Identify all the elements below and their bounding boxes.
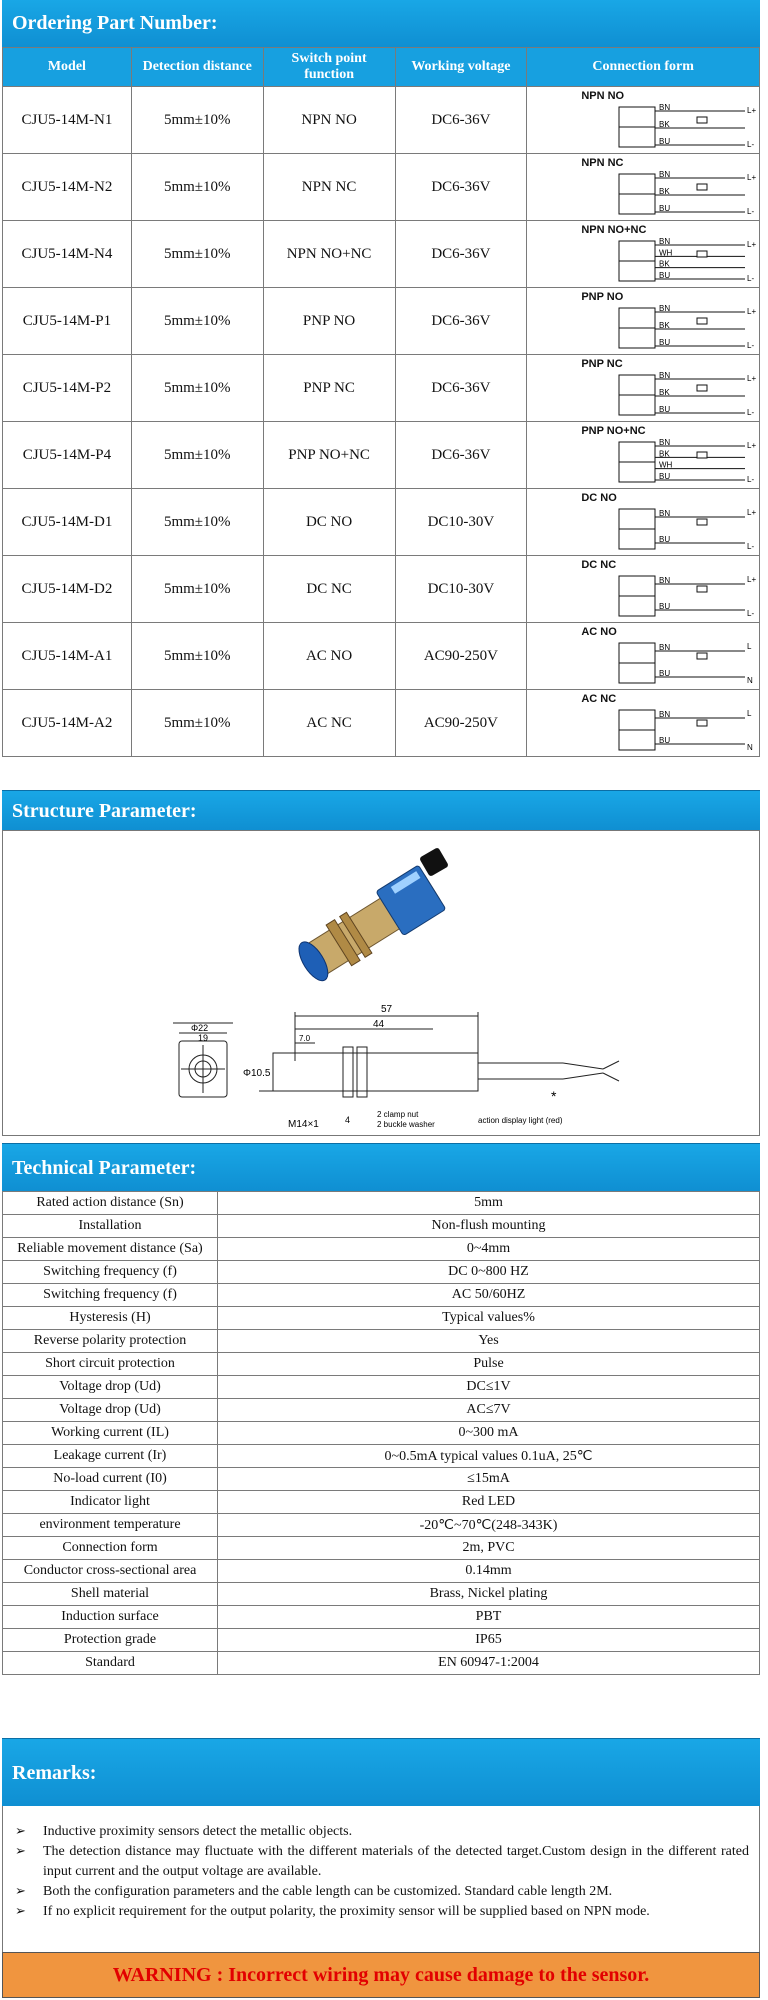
technical-row (3, 1192, 760, 1215)
distance-cell: 5mm±10% (131, 288, 263, 355)
technical-row (3, 1215, 760, 1238)
wiring-title: AC NO (581, 626, 617, 638)
terminal-label: L+ (747, 374, 757, 383)
distance-cell: 5mm±10% (131, 355, 263, 422)
model-cell: CJU5-14M-D2 (3, 556, 132, 623)
dim-flat: Φ22 (191, 1023, 209, 1033)
terminal-label: L+ (747, 441, 757, 450)
wire-label: BK (659, 187, 670, 196)
wiring-title: NPN NC (581, 157, 624, 169)
wire-label: BU (659, 271, 671, 280)
function-cell: AC NO (263, 623, 395, 690)
voltage-cell: DC6-36V (395, 87, 527, 154)
dim-body: 44 (373, 1019, 385, 1030)
voltage-cell: AC90-250V (395, 690, 527, 757)
header-connection-form: Connection form (527, 48, 760, 87)
side-view-drawing (259, 1012, 619, 1097)
technical-row (3, 1606, 760, 1629)
terminal-label: L- (747, 475, 755, 484)
wire-label: BK (659, 321, 670, 330)
ordering-title: Ordering Part Number: (12, 12, 218, 34)
parameter-value: Yes (218, 1330, 760, 1353)
remarks-banner (2, 1738, 760, 1806)
terminal-label: L- (747, 408, 755, 417)
header-detection-distance: Detection distance (131, 48, 263, 87)
terminal-label: L- (747, 609, 755, 618)
distance-cell: 5mm±10% (131, 690, 263, 757)
wiring-title: PNP NO (581, 291, 624, 303)
connection-cell (527, 690, 760, 757)
wire-label: BU (659, 535, 671, 544)
structure-banner (2, 790, 760, 830)
structure-title: Structure Parameter: (12, 800, 197, 822)
technical-row (3, 1514, 760, 1537)
wire-label: BK (659, 449, 670, 459)
technical-row (3, 1537, 760, 1560)
wiring-diagram (617, 170, 757, 218)
structure-frame (2, 830, 760, 1136)
ordering-table (2, 47, 760, 757)
parameter-value: 2m, PVC (218, 1537, 760, 1560)
parameter-value: 0.14mm (218, 1560, 760, 1583)
terminal-label: L- (747, 341, 755, 350)
wiring-diagram (617, 639, 757, 687)
dim-length: 57 (381, 1004, 393, 1015)
technical-row (3, 1261, 760, 1284)
connection-cell (527, 489, 760, 556)
parameter-name: Switching frequency (f) (3, 1261, 218, 1284)
header-switch-function: Switch point function (263, 48, 395, 87)
wire-label: BU (659, 405, 671, 414)
parameter-name: Induction surface (3, 1606, 218, 1629)
parameter-name: Voltage drop (Ud) (3, 1399, 218, 1422)
ordering-banner (2, 0, 760, 47)
terminal-label: L+ (747, 575, 757, 584)
parameter-value: DC 0~800 HZ (218, 1261, 760, 1284)
terminal-label: L+ (747, 307, 757, 316)
parameter-name: Rated action distance (Sn) (3, 1192, 218, 1215)
header-model: Model (3, 48, 132, 87)
technical-row (3, 1468, 760, 1491)
parameter-value: ≤15mA (218, 1468, 760, 1491)
wire-label: WH (659, 460, 673, 470)
wire-label: BN (659, 643, 671, 652)
wire-label: WH (659, 248, 673, 258)
terminal-label: L+ (747, 508, 757, 517)
parameter-name: Switching frequency (f) (3, 1284, 218, 1307)
model-cell: CJU5-14M-N1 (3, 87, 132, 154)
function-cell: PNP NC (263, 355, 395, 422)
model-cell: CJU5-14M-N2 (3, 154, 132, 221)
parameter-name: Reliable movement distance (Sa) (3, 1238, 218, 1261)
terminal-label: L- (747, 140, 755, 149)
technical-table (2, 1191, 760, 1675)
dim-inner: 19 (198, 1033, 209, 1043)
wiring-diagram (617, 505, 757, 553)
wiring-diagram (617, 572, 757, 620)
parameter-value: Brass, Nickel plating (218, 1583, 760, 1606)
connection-cell (527, 556, 760, 623)
wire-label: BN (659, 710, 671, 719)
wiring-title: NPN NO+NC (581, 224, 647, 236)
parameter-name: Installation (3, 1215, 218, 1238)
parameter-value: 5mm (218, 1192, 760, 1215)
ordering-row (3, 623, 760, 690)
wiring-title: PNP NO+NC (581, 425, 646, 437)
parameter-name: Shell material (3, 1583, 218, 1606)
note-display-light: action display light (red) (478, 1116, 563, 1125)
wiring-diagram (617, 103, 757, 151)
distance-cell: 5mm±10% (131, 489, 263, 556)
ordering-row (3, 422, 760, 489)
parameter-value: -20℃~70℃(248-343K) (218, 1514, 760, 1537)
technical-row (3, 1445, 760, 1468)
distance-cell: 5mm±10% (131, 623, 263, 690)
wire-label: BN (659, 304, 671, 313)
wiring-title: DC NC (581, 559, 617, 571)
voltage-cell: DC6-36V (395, 288, 527, 355)
function-cell: NPN NO (263, 87, 395, 154)
ordering-row (3, 288, 760, 355)
connection-cell (527, 154, 760, 221)
terminal-label: L+ (747, 240, 757, 249)
warning-text: WARNING : Incorrect wiring may cause damage to the sensor. (112, 1964, 650, 1986)
wiring-title: DC NO (581, 492, 617, 504)
voltage-cell: DC6-36V (395, 355, 527, 422)
remarks-box (2, 1806, 760, 1960)
distance-cell: 5mm±10% (131, 556, 263, 623)
parameter-name: Short circuit protection (3, 1353, 218, 1376)
model-cell: CJU5-14M-D1 (3, 489, 132, 556)
wiring-diagram (617, 237, 757, 285)
wiring-title: AC NC (581, 693, 617, 705)
connection-cell (527, 87, 760, 154)
parameter-value: AC 50/60HZ (218, 1284, 760, 1307)
terminal-label: L+ (747, 173, 757, 182)
terminal-label: N (747, 676, 754, 685)
remark-item: ➢ Both the configuration parameters and the cable length can be customized. Standard cable length 2M. (13, 1882, 749, 1902)
model-cell: CJU5-14M-N4 (3, 221, 132, 288)
technical-row (3, 1422, 760, 1445)
parameter-value: Non-flush mounting (218, 1215, 760, 1238)
technical-banner (2, 1143, 760, 1191)
terminal-label: N (747, 743, 754, 752)
technical-row (3, 1629, 760, 1652)
ordering-row (3, 556, 760, 623)
technical-row (3, 1330, 760, 1353)
parameter-value: Pulse (218, 1353, 760, 1376)
parameter-name: No-load current (I0) (3, 1468, 218, 1491)
remark-item: ➢ If no explicit requirement for the output polarity, the proximity sensor will be supplied based on NPN mode. (13, 1902, 749, 1922)
parameter-value: AC≤7V (218, 1399, 760, 1422)
parameter-name: environment temperature (3, 1514, 218, 1537)
wire-label: BN (659, 170, 671, 179)
warning-bar (2, 1952, 760, 1998)
function-cell: PNP NO (263, 288, 395, 355)
function-cell: PNP NO+NC (263, 422, 395, 489)
technical-row (3, 1284, 760, 1307)
parameter-value: 0~4mm (218, 1238, 760, 1261)
wire-label: BK (659, 120, 670, 129)
wire-label: BN (659, 509, 671, 518)
technical-row (3, 1376, 760, 1399)
wire-label: BU (659, 137, 671, 146)
voltage-cell: DC10-30V (395, 489, 527, 556)
sensor-photo (3, 831, 761, 1137)
distance-cell: 5mm±10% (131, 221, 263, 288)
ordering-row (3, 690, 760, 757)
wire-label: BU (659, 736, 671, 745)
parameter-value: DC≤1V (218, 1376, 760, 1399)
wire-label: BK (659, 259, 670, 269)
connection-cell (527, 355, 760, 422)
wiring-diagram (617, 438, 757, 486)
note-clamp-nut: 2 clamp nut (377, 1110, 419, 1119)
ordering-row (3, 489, 760, 556)
connection-cell (527, 623, 760, 690)
distance-cell: 5mm±10% (131, 422, 263, 489)
wire-label: BN (659, 438, 671, 447)
technical-row (3, 1652, 760, 1675)
remarks-title: Remarks: (12, 1762, 97, 1784)
terminal-label: L+ (747, 106, 757, 115)
function-cell: DC NO (263, 489, 395, 556)
wire-label: BN (659, 576, 671, 585)
technical-title: Technical Parameter: (12, 1157, 197, 1179)
wire-label: BU (659, 602, 671, 611)
connection-cell (527, 221, 760, 288)
ordering-row (3, 87, 760, 154)
function-cell: DC NC (263, 556, 395, 623)
technical-row (3, 1399, 760, 1422)
terminal-label: L (747, 709, 752, 718)
parameter-name: Reverse polarity protection (3, 1330, 218, 1353)
ordering-row (3, 355, 760, 422)
parameter-name: Leakage current (Ir) (3, 1445, 218, 1468)
voltage-cell: DC6-36V (395, 221, 527, 288)
wire-label: BK (659, 388, 670, 397)
distance-cell: 5mm±10% (131, 154, 263, 221)
parameter-value: 0~0.5mA typical values 0.1uA, 25℃ (218, 1445, 760, 1468)
wiring-diagram (617, 706, 757, 754)
remark-item: ➢ Inductive proximity sensors detect the metallic objects. (13, 1822, 749, 1842)
terminal-label: L- (747, 207, 755, 216)
connection-cell (527, 288, 760, 355)
function-cell: AC NC (263, 690, 395, 757)
dim-diameter: Φ10.5 (243, 1068, 271, 1079)
parameter-name: Connection form (3, 1537, 218, 1560)
terminal-label: L- (747, 274, 755, 283)
parameter-value: PBT (218, 1606, 760, 1629)
model-cell: CJU5-14M-P1 (3, 288, 132, 355)
wiring-diagram (617, 371, 757, 419)
parameter-name: Hysteresis (H) (3, 1307, 218, 1330)
voltage-cell: DC6-36V (395, 422, 527, 489)
parameter-value: Red LED (218, 1491, 760, 1514)
wiring-title: NPN NO (581, 90, 625, 102)
light-marker: * (551, 1088, 557, 1104)
terminal-label: L (747, 642, 752, 651)
remarks-list (3, 1806, 759, 1922)
technical-row (3, 1491, 760, 1514)
technical-row (3, 1238, 760, 1261)
note-buckle-washer: 2 buckle washer (377, 1120, 435, 1129)
distance-cell: 5mm±10% (131, 87, 263, 154)
technical-row (3, 1560, 760, 1583)
wiring-diagram (617, 304, 757, 352)
parameter-name: Standard (3, 1652, 218, 1675)
voltage-cell: AC90-250V (395, 623, 527, 690)
wire-label: BU (659, 338, 671, 347)
voltage-cell: DC6-36V (395, 154, 527, 221)
wire-label: BN (659, 237, 671, 246)
remark-item: ➢ The detection distance may fluctuate with the different materials of the detected target.Custom design in the different rated input current and the output voltage are available. (13, 1842, 749, 1882)
parameter-name: Working current (IL) (3, 1422, 218, 1445)
ordering-row (3, 221, 760, 288)
wiring-title: PNP NC (581, 358, 623, 370)
wire-label: BU (659, 669, 671, 678)
wire-label: BN (659, 103, 671, 112)
ordering-header-row (3, 48, 760, 87)
dim-thread-length: 7.0 (299, 1034, 311, 1043)
function-cell: NPN NO+NC (263, 221, 395, 288)
parameter-name: Conductor cross-sectional area (3, 1560, 218, 1583)
parameter-value: Typical values% (218, 1307, 760, 1330)
parameter-value: EN 60947-1:2004 (218, 1652, 760, 1675)
ordering-row (3, 154, 760, 221)
wire-label: BU (659, 472, 671, 481)
parameter-name: Indicator light (3, 1491, 218, 1514)
voltage-cell: DC10-30V (395, 556, 527, 623)
parameter-value: IP65 (218, 1629, 760, 1652)
wire-label: BU (659, 204, 671, 213)
terminal-label: L- (747, 542, 755, 551)
function-cell: NPN NC (263, 154, 395, 221)
model-cell: CJU5-14M-P4 (3, 422, 132, 489)
header-working-voltage: Working voltage (395, 48, 527, 87)
technical-row (3, 1583, 760, 1606)
model-cell: CJU5-14M-A1 (3, 623, 132, 690)
parameter-value: 0~300 mA (218, 1422, 760, 1445)
dim-thread: M14×1 (288, 1119, 319, 1130)
wire-label: BN (659, 371, 671, 380)
dim-nut: 4 (345, 1115, 351, 1125)
connection-cell (527, 422, 760, 489)
parameter-name: Protection grade (3, 1629, 218, 1652)
technical-row (3, 1307, 760, 1330)
parameter-name: Voltage drop (Ud) (3, 1376, 218, 1399)
model-cell: CJU5-14M-A2 (3, 690, 132, 757)
model-cell: CJU5-14M-P2 (3, 355, 132, 422)
technical-row (3, 1353, 760, 1376)
